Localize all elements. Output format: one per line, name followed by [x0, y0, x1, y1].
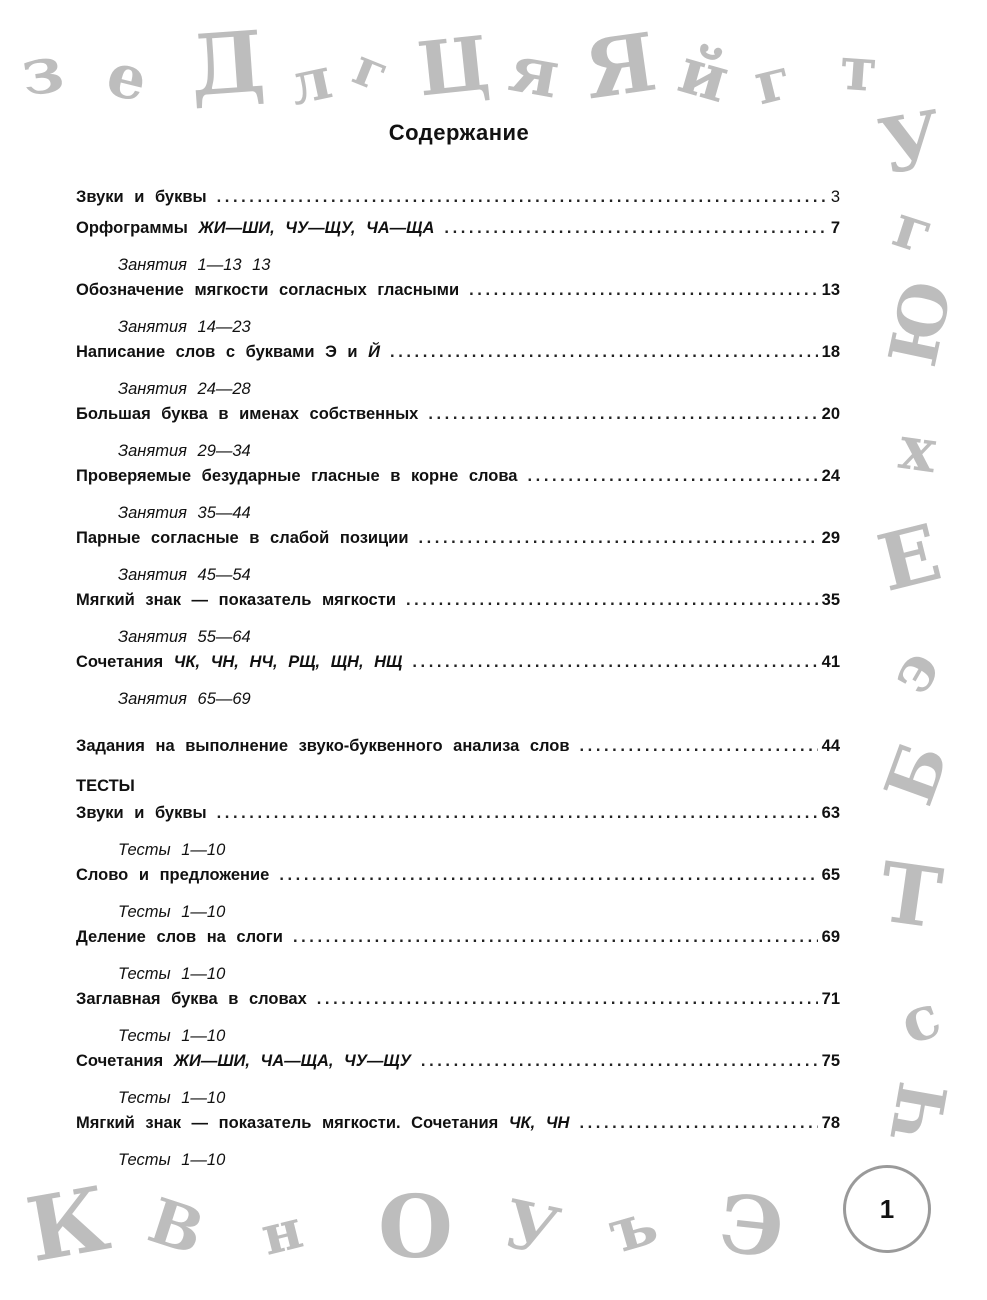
toc-page-number: 13 [821, 281, 840, 299]
toc-sub-entry: Тесты 1—10 [118, 1151, 226, 1169]
toc-page-number: 35 [821, 591, 840, 609]
toc-sub-entry: Занятия 1—13 13 [118, 256, 271, 274]
toc-leader-dots [217, 188, 827, 207]
decor-letter: н [254, 1196, 309, 1268]
toc-page-number: 3 [830, 188, 840, 206]
toc-sub-entry: Тесты 1—10 [118, 965, 226, 983]
toc-entry[interactable] [76, 343, 840, 374]
toc-leader-dots [317, 990, 818, 1009]
toc-entry-title [76, 467, 518, 486]
toc-entry[interactable] [76, 405, 840, 436]
toc-title-part: Обозначение мягкости согласных гласными [76, 281, 460, 299]
toc-title-part: Слово и предложение [76, 866, 270, 884]
toc-entry[interactable] [76, 653, 840, 684]
toc-entry-title [76, 591, 396, 610]
decor-letter: с [891, 980, 950, 1060]
toc-entry-title [76, 1114, 569, 1133]
decor-letter: Д [186, 11, 269, 116]
toc-title-part: Й [368, 343, 381, 361]
decor-letter: Я [578, 14, 662, 118]
toc-title-part: Большая буква в именах собственных [76, 405, 419, 423]
toc-page-number: 63 [821, 804, 840, 822]
spacer [76, 715, 840, 737]
toc-sub-entry: Занятия 45—54 [118, 566, 251, 584]
toc-entry-title [76, 405, 418, 424]
toc-leader-dots [293, 928, 818, 947]
decor-letter: я [503, 28, 566, 114]
toc-page-number: 65 [821, 866, 840, 884]
decor-letter: У [872, 93, 949, 192]
toc-entry-title [76, 1052, 411, 1071]
toc-title-part: Орфограммы [76, 219, 199, 237]
decor-letter: э [872, 636, 955, 706]
toc-title-part: ЖИ—ШИ, ЧУ—ЩУ, ЧА—ЩА [198, 219, 435, 237]
toc-entry-title [76, 529, 408, 548]
table-of-contents [76, 188, 840, 1176]
toc-title-part: Э [325, 343, 337, 361]
decor-letter: Б [869, 733, 965, 815]
decor-letter: Э [715, 1175, 789, 1277]
toc-entry-title [76, 804, 207, 823]
toc-title-part: Парные согласные в слабой позиции [76, 529, 409, 547]
toc-title-part: и [336, 343, 369, 361]
toc-entry[interactable] [76, 804, 840, 835]
toc-leader-dots [390, 343, 818, 362]
decor-letter: Ю [873, 273, 968, 373]
decor-letter: г [747, 43, 799, 119]
toc-sub-entry: Тесты 1—10 [118, 1027, 226, 1045]
toc-page-number: 75 [821, 1052, 840, 1070]
toc-entry-title [76, 990, 307, 1009]
toc-sub-entry: Занятия 29—34 [118, 442, 251, 460]
toc-entry-title: Задания на выполнение звуко-буквенного анализа слов [76, 737, 570, 755]
decor-letter: Т [873, 844, 948, 948]
toc-leader-dots [418, 529, 817, 548]
decor-letter: У [497, 1184, 567, 1272]
toc-sub-entry: Тесты 1—10 [118, 841, 226, 859]
toc-entry[interactable] [76, 281, 840, 312]
toc-leader-dots [444, 219, 826, 238]
toc-sub-entry: Занятия 24—28 [118, 380, 251, 398]
toc-title-part: Сочетания [76, 653, 174, 671]
toc-sub-entry: Тесты 1—10 [118, 1089, 226, 1107]
toc-sub-entry: Занятия 55—64 [118, 628, 251, 646]
toc-title-part: Мягкий знак — показатель мягкости. Сочетания [76, 1114, 509, 1132]
toc-leader-dots [421, 1052, 818, 1071]
toc-entry-title [76, 653, 402, 672]
decor-letter: Ч [876, 1076, 964, 1150]
toc-page-number: 71 [821, 990, 840, 1008]
toc-page-number: 18 [821, 343, 840, 361]
toc-title-part: Сочетания [76, 1052, 174, 1070]
decor-letter: х [895, 412, 941, 488]
toc-entry-title [76, 866, 269, 885]
toc-sub-entry: Тесты 1—10 [118, 903, 226, 921]
toc-title-part: Мягкий знак — показатель мягкости [76, 591, 396, 609]
toc-title-part: ЖИ—ШИ, ЧА—ЩА, ЧУ—ЩУ [173, 1052, 411, 1070]
toc-entry-title [76, 281, 459, 300]
decor-letter: К [19, 1165, 117, 1283]
toc-leader-dots [579, 1114, 817, 1133]
decor-letter: л [283, 43, 338, 119]
toc-entry-title [76, 343, 380, 362]
toc-leader-dots [217, 804, 818, 823]
toc-sub-entry: Занятия 65—69 [118, 690, 251, 708]
decor-letter: з [16, 31, 68, 112]
toc-page-number: 29 [821, 529, 840, 547]
toc-page-number: 24 [821, 467, 840, 485]
toc-page-number: 41 [821, 653, 840, 671]
toc-leader-dots [528, 467, 818, 486]
tests-heading: ТЕСТЫ [76, 777, 135, 795]
toc-leader-dots [469, 281, 818, 300]
toc-leader-dots [580, 737, 818, 756]
toc-title-part: ЧК, ЧН [508, 1114, 570, 1132]
toc-entry[interactable] [76, 188, 840, 219]
toc-title-part: ЧК, ЧН, НЧ, РЩ, ЩН, НЩ [173, 653, 403, 671]
toc-entry[interactable] [76, 990, 840, 1021]
toc-page-number: 7 [830, 219, 840, 237]
decor-letter: г [344, 36, 398, 105]
toc-title-part: Заглавная буква в словах [76, 990, 307, 1008]
decor-letter: О [378, 1177, 453, 1278]
toc-page-number: 44 [821, 737, 840, 755]
toc-leader-dots [279, 866, 817, 885]
decor-letter: т [837, 33, 880, 107]
decor-letter: ъ [601, 1188, 665, 1268]
toc-entry-title [76, 188, 207, 207]
toc-entry[interactable] [76, 928, 840, 959]
toc-leader-dots [428, 405, 817, 424]
page-title: Содержание [388, 120, 530, 145]
toc-page-number: 20 [821, 405, 840, 423]
toc-leader-dots [406, 591, 818, 610]
toc-entry[interactable] [76, 529, 840, 560]
decor-letter: е [100, 39, 155, 117]
toc-entry[interactable] [76, 866, 840, 897]
toc-page-number: 78 [821, 1114, 840, 1132]
toc-title-part: Написание слов с буквами [76, 343, 326, 361]
toc-entry-analysis[interactable] [76, 737, 840, 768]
decor-letter: В [140, 1183, 213, 1270]
page-number-badge: 1 [843, 1165, 931, 1253]
toc-page-number: 69 [821, 928, 840, 946]
toc-entry[interactable] [76, 1052, 840, 1083]
decor-letter: Е [869, 507, 950, 610]
toc-entry[interactable] [76, 591, 840, 622]
toc-entry-title [76, 219, 434, 238]
toc-title-part: Деление слов на слоги [76, 928, 283, 946]
toc-title-part: Звуки и буквы [76, 188, 207, 206]
toc-leader-dots [412, 653, 817, 672]
decor-letter: г [885, 191, 942, 269]
toc-entry-title [76, 928, 283, 947]
toc-sub-entry: Занятия 35—44 [118, 504, 251, 522]
decor-letter: Ц [413, 20, 494, 114]
toc-entry[interactable] [76, 1114, 840, 1145]
decor-letter: й [670, 32, 738, 119]
toc-sub-entry: Занятия 14—23 [118, 318, 251, 336]
toc-entry[interactable] [76, 219, 840, 250]
toc-title-part: Звуки и буквы [76, 804, 207, 822]
toc-title-part: Проверяемые безударные гласные в корне слова [76, 467, 518, 485]
toc-entry[interactable] [76, 467, 840, 498]
